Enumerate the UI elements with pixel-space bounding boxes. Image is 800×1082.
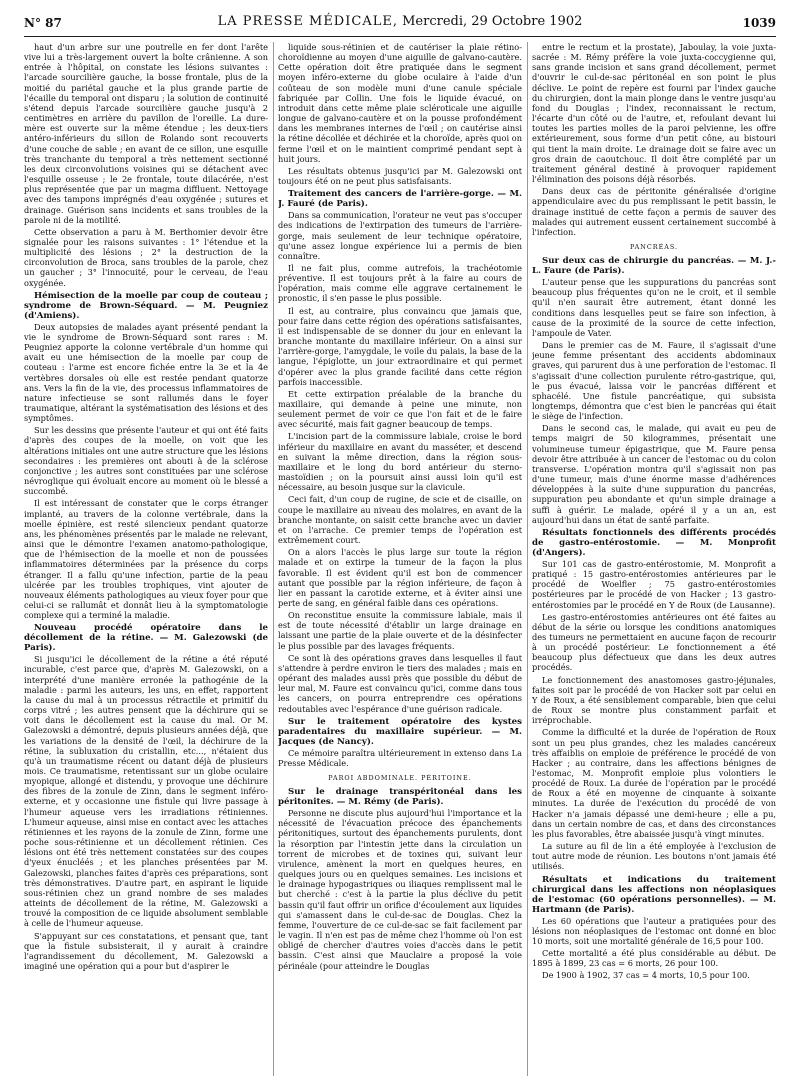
section-heading: Nouveau procédé opératoire dans le décollement de la rétine. — M. Galezowski (de Paris).: [24, 623, 268, 654]
paragraph: Les gastro-entérostomies antérieures ont été faites au début de la série ou lorsque les conditions anatomiques des tumeurs ne permettaient en aucune façon de recourir à un procédé postérieur. Le fonctionnement a été beaucoup plus défectueux que dans les deux autres procédés.: [532, 611, 776, 673]
paragraph: Dans deux cas de péritonite généralisée d'origine appendiculaire avec du pus remplissant le petit bassin, le drainage institué de cette façon a permis de sauver des malades qui autrement eussent certainement succombé à l'infection.: [532, 186, 776, 237]
article-columns: [24, 42, 776, 1076]
page-header: [24, 14, 776, 37]
column-divider: [273, 42, 274, 1076]
paragraph: Cette observation a paru à M. Berthomier devoir être signalée pour les raisons suivantes : 1° l'étendue et la multiplicité des lésions ; 2° la destruction de la circonvolution de Broca, sans troubles de la parole, chez un gaucher ; 3° l'innocuité, pour le cerveau, de l'eau oxygénée.: [24, 226, 268, 288]
paragraph: Si jusqu'ici le décollement de la rétine a été réputé incurable, c'est parce que, d'après M. Galezowski, on a interprété d'une manière erronée la pathogénie de la maladie : parmi les auteurs, les uns, en effet, rapportent la cause du mal à un processus rétractile et primitif du corps vitré ; les autres pensent que la déchirure qui se voit dans le décollement est la cause du mal. Or M. Galezowski a démontré, depuis plusieurs années déjà, que les variations de la densité de l'œil, la déchirure de la rétine, la subluxation du cristallin, etc..., n'étaient dus qu'à un traumatisme récent ou datant déjà de plusieurs mois. Ce traumatisme, retentissant sur un globe oculaire myopique, allongé et distendu, y provoque une déchirure des fibres de la zonule de Zinn, dans le segment inféro-externe, et y occasionne une fistule qui livre passage à l'humeur aqueuse vers les irradiations rétiniennes. L'humeur aqueuse, ainsi mise en contact avec les attaches rétiniennes et les rayons de la zonule de Zinn, forme une poche sous-rétinienne et un décollement rétinien. Ces lésions ont été très nettement constatées sur des coupes d'yeux énucléés ; et les planches présentées par M. Galezowski, planches faites d'après ces préparations, sont très démonstratives. D'autre part, en aspirant le liquide sous-rétinien chez un grand nombre de ses malades atteints de décollement de la rétine, M. Galezowski a trouvé la composition de ce liquide absolument semblable à celle de l'humeur aqueuse.: [24, 654, 268, 929]
paragraph: Il ne fait plus, comme autrefois, la trachéotomie préventive. Il est toujours prêt à la faire au cours de l'opération, mais comme elle aggrave certainement le pronostic, il s'en passe le plus possible.: [278, 262, 522, 304]
paragraph: Comme la difficulté et la durée de l'opération de Roux sont un peu plus grandes, chez les malades cancéreux très affaiblis on emploie de préférence le procédé de von Hacker ; au contraire, dans les affections bénignes de l'estomac, M. Monprofit emploie plus volontiers le procédé de Roux. La durée de l'opération par le procédé de Roux a été en moyenne de cinquante à soixante minutes. La durée de l'exécution du procédé de von Hacker n'a jamais dépassé une demi-heure ; elle a pu, dans un certain nombre de cas, et dans des circonstances les plus favorables, être abaissée jusqu'à vingt minutes.: [532, 727, 776, 839]
paragraph: Les résultats obtenus jusqu'ici par M. Galezowski ont toujours été on ne peut plus satisfaisants.: [278, 165, 522, 187]
paragraph: L'auteur pense que les suppurations du pancréas sont beaucoup plus fréquentes qu'on ne le croit, et il semble qu'il n'en saurait être autrement, étant donné les conditions dans lesquelles peut se faire son infection, à cause de la proximité de la source de cette infection, l'ampoule de Vater.: [532, 277, 776, 338]
paragraph: Ce mémoire paraîtra ultérieurement in extenso dans La Presse Médicale.: [278, 747, 522, 768]
paragraph: Dans le second cas, le malade, qui avait eu peu de temps maigri de 50 kilogrammes, présentait une volumineuse tumeur épigastrique, que M. Faure pensa devoir être attribuée à un cancer de l'estomac ou du colon transverse. L'opération montra qu'il s'agissait non pas d'une tumeur, mais d'une énorme masse d'adhérences développées à la suite d'une suppuration du pancréas, suppuration peu abondante et qu'un simple drainage a suffi à guérir. Le malade, opéré il y a un an, est aujourd'hui dans un état de santé parfaite.: [532, 423, 776, 525]
paragraph: Dans sa communication, l'orateur ne veut pas s'occuper des indications de l'extirpation des tumeurs de l'arrière-gorge, mais seulement de leur technique opératoire, qu'une assez longue expérience lui a permis de bien connaître.: [278, 210, 522, 261]
paragraph: L'incision part de la commissure labiale, croise le bord inférieur du maxillaire en avant du masséter, et descend en suivant la même direction, dans la région sous-maxillaire et le long du bord antérieur du sterno-mastoïdien ; on la poursuit ainsi aussi loin qu'il est nécessaire, au besoin jusque sur la clavicule.: [278, 431, 522, 493]
journal-title: LA PRESSE MÉDICALE,: [217, 14, 398, 29]
paragraph: Le fonctionnement des anastomoses gastro-jéjunales, faites soit par le procédé de von Hacker soit par celui en Y de Roux, a été sensiblement comparable, bien que celui de Roux se montre plus constamment parfait et irréprochable.: [532, 674, 776, 726]
column-divider: [527, 42, 528, 1076]
column-1: [24, 42, 268, 1076]
section-heading: Traitement des cancers de l'arrière-gorge. — M. J. Fauré (de Paris).: [278, 189, 522, 210]
paragraph: Sur 101 cas de gastro-entérostomie, M. Monprofit a pratiqué : 15 gastro-entérostomies antérieures par le procédé de Woelfler ; 75 gastro-entérostomies postérieures par le procédé de von Hacker ; 13 gastro-entérostomies par le procédé en Y de Roux (de Lausanne).: [532, 558, 776, 610]
column-2: [278, 42, 522, 1076]
paragraph: haut d'un arbre sur une poutrelle en fer dont l'arête vive lui a très-largement ouvert la boîte crânienne. A son entrée à l'hôpital, on constate les lésions suivantes : l'arcade sourcilière gauche, la bosse frontale, plus de la moitié du pariétal gauche et la plus grande partie de l'écaille du temporal ont disparu ; la solution de continuité s'étend depuis l'arcade sourcilière gauche jusqu'à 2 centimètres en arrière du pavillon de l'oreille. La dure-mère est ouverte sur la même étendue ; les deux-tiers antéro-inférieurs du sillon de Rolando sont recouverts d'une couche de sable ; en avant de ce sillon, une esquille très tranchante du temporal a très nettement sectionné les deux circonvolutions voisines qui se détachent avec l'esquille osseuse ; le 2e frontale, toute dilacérée, n'est plus représentée que par un magma diffluent. Nettoyage avec des tampons imprégnés d'eau oxygénée ; sutures et drainage. Guérison sans incidents et sans troubles de la parole ni de la motilité.: [24, 42, 268, 225]
paragraph: entre le rectum et la prostate), Jaboulay, la voie juxta-sacrée : M. Rémy préfère la voie juxta-coccygienne qui, sans grande incision et sans grand décollement, permet d'ouvrir le cul-de-sac péritonéal en son point le plus déclive. Le point de repère est fourni par l'index gauche du chirurgien, dont la main plonge dans le ventre jusqu'au fond du Douglas ; l'index, reconnaissant le rectum, l'écarte d'un côté ou de l'autre, et, refoulant devant lui toutes les parties molles de la paroi pelvienne, les offre extérieurement, sous forme d'un petit cône, au bistouri qui tient la main droite. Le drainage doit se faire avec un gros drain de caoutchouc. Il doit être complété par un traitement général destiné à provoquer rapidement l'élimination des poisons déjà résorbés.: [532, 42, 776, 185]
paragraph: Les 60 opérations que l'auteur a pratiquées pour des lésions non néoplasiques de l'estomac ont donné en bloc 10 morts, soit une mortalité générale de 16,5 pour 100.: [532, 915, 776, 946]
column-3: [532, 42, 776, 1076]
section-heading: Sur deux cas de chirurgie du pancréas. — M. J.-L. Faure (de Paris).: [532, 256, 776, 277]
section-heading: Résultats et indications du traitement chirurgical dans les affections non néoplasiques de l'estomac (60 opérations personnelles). — M. Hartmann (de Paris).: [532, 874, 776, 915]
paragraph: On a alors l'accès le plus large sur toute la région malade et on extirpe la tumeur de la façon la plus favorable. Il est évident qu'il est bon de commencer autant que possible par la région inférieure, de façon à lier en passant la carotide externe, et à éviter ainsi une perte de sang, en général faible dans ces opérations.: [278, 547, 522, 608]
section-heading: Sur le traitement opératoire des kystes paradentaires du maxillaire supérieur. — M. Jacques (de Nancy).: [278, 716, 522, 747]
section-heading: Hémisection de la moelle par coup de couteau ; syndrome de Brown-Séquard. — M. Peugniez (d'Amiens).: [24, 290, 268, 321]
paragraph: liquide sous-rétinien et de cautériser la plaie rétino-choroïdienne au moyen d'une aiguille de galvano-cautère. Cette opération doit être pratiquée dans le segment moyen inféro-externe du globe oculaire à l'aide d'un coûteau de son modèle muni d'une canule spéciale fabriquée par Collin. Une fois le liquide évacué, on introduit dans cette même plaie scléroticale une aiguille longue de galvano-cautère et on la pousse profondément dans les membranes internes de l'œil ; on cautérise ainsi la rétine décollée et déchirée et la choroïde, après quoi on ferme l'œil et on le maintient comprimé pendant sept à huit jours.: [278, 42, 522, 164]
paragraph: Cette mortalité a été plus considérable au début. De 1895 à 1899, 23 cas = 6 morts, 26 pour 100.: [532, 948, 776, 969]
section-heading: Sur le drainage transpéritonéal dans les péritonites. — M. Rémy (de Paris).: [278, 787, 522, 808]
paragraph: On reconstitue ensuite la commissure labiale, mais il est de toute nécessité d'établir un large drainage en laissant une partie de la plaie ouverte et de la désinfecter le plus possible par des lavages fréquents.: [278, 610, 522, 651]
issue-date: Mercredi, 29 Octobre 1902: [402, 14, 583, 29]
paragraph: Il est, au contraire, plus convaincu que jamais que, pour faire dans cette région des opérations satisfaisantes, il est indispensable de se donner du jour en enlevant la branche montante du maxillaire inférieur. On a ainsi sur l'arrière-gorge, l'amygdale, le voile du palais, la base de la langue, l'épiglotte, un jour extraordinaire et qui permet d'opérer avec la plus grande facilité dans cette région parfois inaccessible.: [278, 305, 522, 387]
journal-title-line: [24, 14, 776, 29]
section-label: PAROI ABDOMINALE. PÉRITOINE.: [328, 774, 472, 782]
paragraph: Il est intéressant de constater que le corps étranger implanté, au travers de la colonne vertébrale, dans la moelle épinière, est resté silencieux pendant quatorze ans, les phénomènes présentés par le malade ne relevant, ainsi que le démontre l'examen anatomo-pathologique, que de l'hémisection de la moelle et non de poussées inflammatoires déterminées par la présence du corps étranger. Il a fallu qu'une infection, partie de la peau ulcérée par les troubles trophiques, vint ajouter de nouveaux éléments pathologiques au vieux foyer pour que celui-ci se rallumât et donnât lieu à la symptomatologie complexe qui a terminé la maladie.: [24, 498, 268, 621]
paragraph: Personne ne discute plus aujourd'hui l'importance et la nécessité de l'évacuation précoce des épanchements péritonitiques, surtout des épanchements purulents, dont la résorption par l'intestin jette dans la circulation un torrent de microbes et de toxines qui, suivant leur virulence, amènent la mort en quelques heures, en quelques jours ou en quelques semaines. Les incisions et le drainage hypogastriques ou iliaques remplissent mal le but cherché : c'est à la partie la plus déclive du petit bassin qu'il faut offrir un orifice d'écoulement aux liquides qui s'amassent dans le cul-de-sac de Douglas. Chez la femme, l'ouverture de ce cul-de-sac se fait facilement par le vagin. Il n'en est pas de même chez l'homme où l'on est obligé de chercher d'autres voies d'accès dans le petit bassin. C'est ainsi que Mauclaire a proposé la voie périnéale (pour atteindre le Douglas: [278, 808, 522, 971]
paragraph: Ce sont là des opérations graves dans lesquelles il faut s'attendre à perdre environ le tiers des malades ; mais en opérant des malades aussi près que possible du début de leur mal, M. Faure est convaincu qu'ici, comme dans tous les cancers, on pourra entreprendre ces opérations redoutables avec l'espérance d'une guérison radicale.: [278, 652, 522, 714]
section-heading: Résultats fonctionnels des différents procédés de gastro-entérostomie. — M. Monprofit (d'Angers).: [532, 527, 776, 558]
paragraph: Sur les dessins que présente l'auteur et qui ont été faits d'après des coupes de la moelle, on voit que les altérations initiales ont une autre structure que les lésions secondaires : les premières ont abouti à de la sclérose conjonctive ; les autres sont constituées par une sclérose névroglique qui évoluait encore au moment où le blessé a succombé.: [24, 425, 268, 497]
paragraph: Et cette extirpation préalable de la branche du maxillaire, qui demande à peine une minute, non seulement permet de voir ce que l'on fait et de le faire avec sécurité, mais fait gagner beaucoup de temps.: [278, 388, 522, 430]
paragraph: Deux autopsies de malades ayant présenté pendant la vie le syndrome de Brown-Séquard sont rares : M. Peugniez apporte la colonne vertébrale d'un homme qui avait eu une hémisection de la moelle par coup de couteau : l'arme est encore fichée entre la 3e et la 4e vertèbres dorsales où elle est restée pendant quatorze ans. Vers la fin de la vie, des processus inflammatoires de nature infectieuse se sont rallumés dans le foyer traumatique, altérant la systématisation des lésions et des symptômes.: [24, 321, 268, 424]
issue-number: N° 87: [24, 16, 62, 30]
section-label: PANCRÉAS.: [629, 242, 679, 251]
paragraph: S'appuyant sur ces constatations, et pensant que, tant que la fistule subsisterait, il y aurait à craindre l'agrandissement du décollement, M. Galezowski a imaginé une opération qui a pour but d'aspirer le: [24, 930, 268, 971]
paragraph: La suture au fil de lin a été employée à l'exclusion de tout autre mode de réunion. Les boutons n'ont jamais été utilisés.: [532, 841, 776, 872]
paragraph: De 1900 à 1902, 37 cas = 4 morts, 10,5 pour 100.: [542, 970, 750, 981]
paragraph: Ceci fait, d'un coup de rugine, de scie et de cisaille, on coupe le maxillaire au niveau des molaires, en avant de la branche montante, on saisit cette branche avec un davier et on l'arrache. Ce premier temps de l'opération est extrêmement court.: [278, 494, 522, 546]
page-number: 1039: [742, 16, 776, 30]
paragraph: Dans le premier cas de M. Faure, il s'agissait d'une jeune femme présentant des accidents abdominaux graves, qui parurent dus à une perforation de l'estomac. Il s'agissait d'une collection purulente rétro-gastrique, qui, le pus évacué, laissa voir le pancréas différent et sphacélé. Une fistule pancréatique, qui subsista longtemps, démontra que c'est bien le pancréas qui était le siège de l'infection.: [532, 340, 776, 422]
